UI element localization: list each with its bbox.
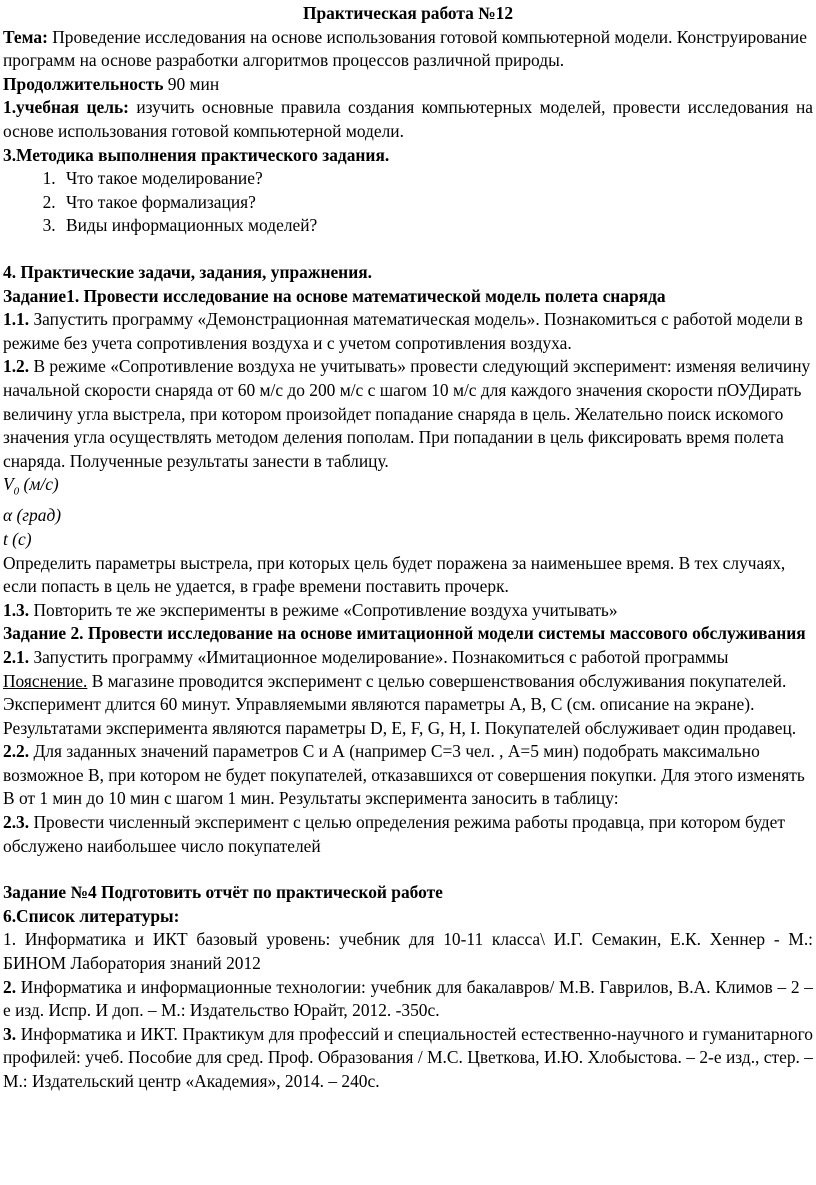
list-item: 3. Виды информационных моделей?: [60, 214, 813, 238]
task4-heading: Задание №4 Подготовить отчёт по практической работе: [3, 882, 443, 903]
task2-step-2: 2.2. Для заданных значений параметров С и А (например С=3 чел. , А=5 мин) подобрать максимально возможное В, при котором не будет покупателей, отказавшихся от совершения покупки. Для этого изменять В от 1 мин до 10 мин с шагом 1 мин. Результаты эксперимента заносить в таблицу:: [3, 741, 805, 809]
list-item: 2. Что такое формализация?: [60, 191, 813, 215]
topic-label: Тема:: [3, 26, 48, 47]
literature-heading: 6.Список литературы:: [3, 905, 180, 926]
spacer: [3, 238, 813, 261]
method-heading: 3.Методика выполнения практического задания.: [3, 144, 390, 165]
table-label-time: t (с): [3, 528, 32, 549]
topic-text: Проведение исследования на основе использования готовой компьютерной модели. Конструирование программ на основе разработки алгоритмов процессов различной природы.: [3, 26, 807, 71]
task1-conclusion: Определить параметры выстрела, при которых цель будет поражена за наименьшее время. В тех случаях, если попасть в цель не удается, в графе времени поставить прочерк.: [3, 552, 786, 597]
duration-paragraph: [3, 73, 813, 97]
goal-paragraph: [3, 96, 813, 143]
topic-paragraph: [3, 26, 813, 73]
table-label-angle: α (град): [3, 505, 62, 526]
task2-note: Пояснение. В магазине проводится эксперимент с целью совершенствования обслуживания покупателей. Эксперимент длится 60 минут. Управляемыми являются параметры A, B, C (см. описание на экране). Результатами эксперимента являются параметры D, E, F, G, H, I. Покупателей обслуживает один продавец.: [3, 670, 797, 738]
literature-item: 1. Информатика и ИКТ базовый уровень: учебник для 10-11 класса\ И.Г. Семакин, Е.К. Хеннер - М.: БИНОМ Лаборатория знаний 2012: [3, 929, 814, 974]
task2-heading: Задание 2. Провести исследование на основе имитационной модели системы массового обслуживания: [3, 623, 806, 644]
document-title: Практическая работа №12: [302, 3, 514, 23]
task1-step-1: 1.1. Запустить программу «Демонстрационная математическая модель». Познакомиться с работой модели в режиме без учета сопротивления воздуха и с учетом сопротивления воздуха.: [3, 309, 803, 353]
table-label-velocity: $V_0$ (м/с): [3, 474, 59, 498]
method-list: [3, 167, 813, 238]
literature-item: 3. Информатика и ИКТ. Практикум для профессий и специальностей естественно-научного и гуманитарного профилей: учеб. Пособие для сред. Проф. Образования / М.С. Цветкова, И.Ю. Хлобыстова. – 2-е изд., стер. – М.: Издательский центр «Академия», 2014. – 240с.: [3, 1023, 813, 1091]
list-item: 1. Что такое моделирование?: [60, 167, 813, 191]
spacer: [3, 858, 813, 881]
note-label: Пояснение.: [3, 670, 88, 691]
duration-label: Продолжительность: [3, 73, 164, 94]
task2-step-1: 2.1. Запустить программу «Имитационное моделирование». Познакомиться с работой программы: [3, 646, 729, 667]
task1-step-2: 1.2. В режиме «Сопротивление воздуха не учитывать» провести следующий эксперимент: изменяя величину начальной скорости снаряда от 60 м/с до 200 м/с с шагом 10 м/с для каждого значения скорости пОУДирать величину угла выстрела, при котором произойдет попадание снаряда в цель. Желательно поиск искомого значения угла осуществлять методом деления пополам. При попадании в цель фиксировать время полета снаряда. Полученные результаты занести в таблицу.: [3, 356, 811, 471]
duration-value: 90 мин: [167, 73, 220, 94]
goal-text: изучить основные правила создания компьютерных моделей, провести исследования на основе использования готовой компьютерной модели.: [3, 97, 813, 141]
literature-item: 2. Информатика и информационные технологии: учебник для бакалавров/ М.В. Гаврилов, В.А. Климов – 2 –е изд. Испр. И доп. – М.: Издательство Юрайт, 2012. -350с.: [3, 976, 813, 1021]
practical-heading: 4. Практические задачи, задания, упражнения.: [3, 261, 372, 282]
task2-step-3: 2.3. Провести численный эксперимент с целью определения режима работы продавца, при котором будет обслужено наибольшее число покупателей: [3, 812, 785, 856]
task1-step-3: 1.3. Повторить те же эксперименты в режиме «Сопротивление воздуха учитывать»: [3, 599, 618, 620]
task1-heading: Задание1. Провести исследование на основе математической модель полета снаряда: [3, 285, 666, 306]
goal-label: 1.учебная цель:: [3, 97, 129, 118]
